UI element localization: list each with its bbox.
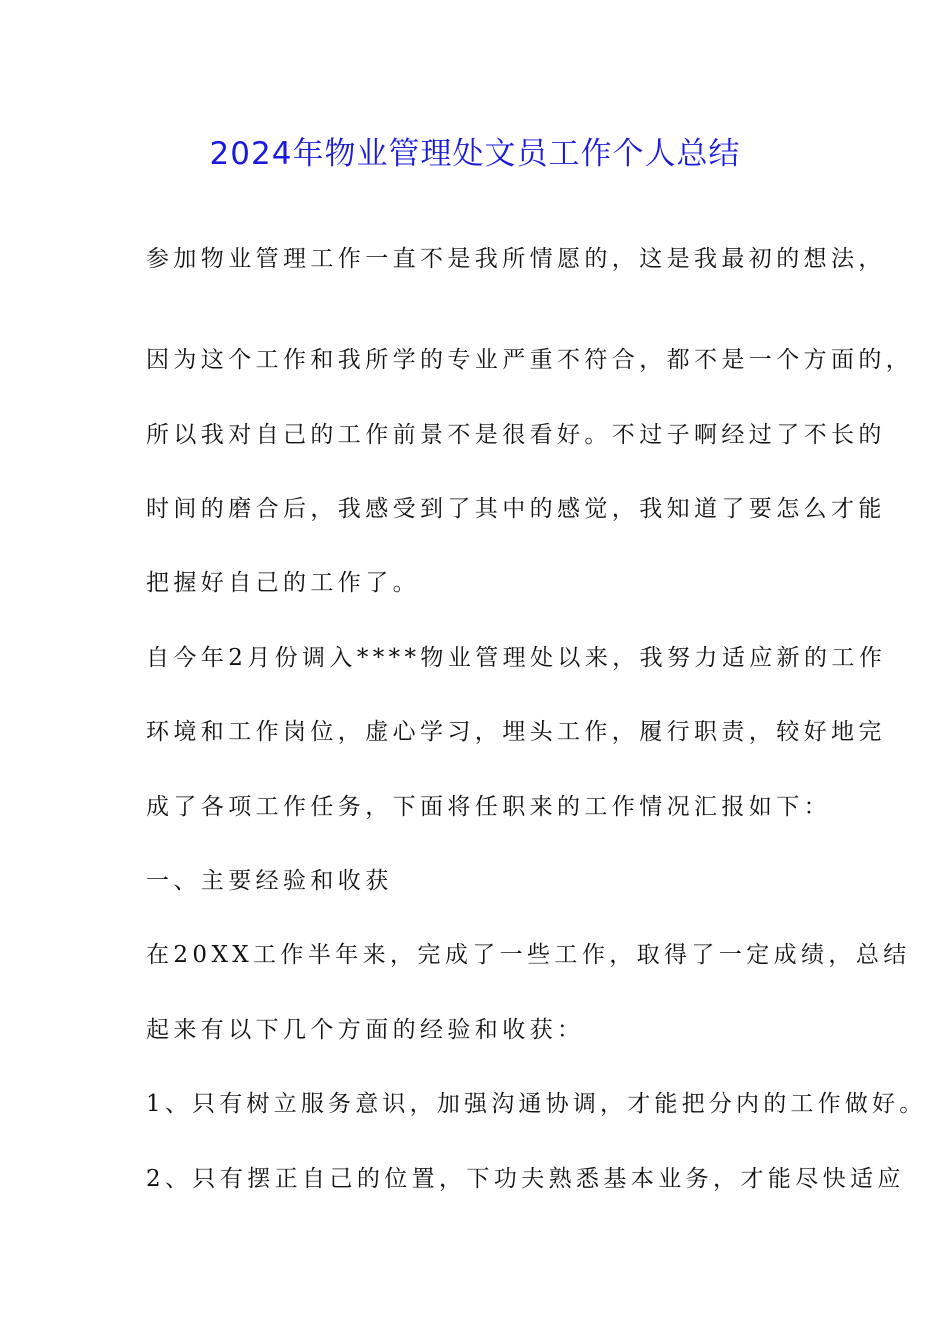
paragraph-1-line-1: 参加物业管理工作一直不是我所情愿的，这是我最初的想法， [146, 246, 886, 272]
paragraph-3-line-2: 起来有以下几个方面的经验和收获： [146, 1017, 585, 1043]
list-item-1: 1、只有树立服务意识，加强沟通协调，才能把分内的工作做好。 [146, 1091, 927, 1117]
paragraph-1-line-5: 把握好自己的工作了。 [146, 570, 420, 596]
paragraph-2-line-1: 自今年2月份调入****物业管理处以来，我努力适应新的工作 [146, 645, 887, 671]
list-item-2: 2、只有摆正自己的位置，下功夫熟悉基本业务，才能尽快适应 [146, 1166, 905, 1192]
document-title: 2024年物业管理处文员工作个人总结 [209, 136, 741, 172]
paragraph-1-line-3: 所以我对自己的工作前景不是很看好。不过子啊经过了不长的 [146, 422, 886, 448]
section-heading: 一、主要经验和收获 [146, 868, 393, 894]
paragraph-3-line-1: 在20XX工作半年来，完成了一些工作，取得了一定成绩，总结 [146, 942, 911, 968]
paragraph-2-line-3: 成了各项工作任务，下面将任职来的工作情况汇报如下： [146, 794, 831, 820]
paragraph-2-line-2: 环境和工作岗位，虚心学习，埋头工作，履行职责，较好地完 [146, 719, 886, 745]
paragraph-1-line-2: 因为这个工作和我所学的专业严重不符合，都不是一个方面的， [146, 347, 914, 373]
paragraph-1-line-4: 时间的磨合后，我感受到了其中的感觉，我知道了要怎么才能 [146, 496, 886, 522]
